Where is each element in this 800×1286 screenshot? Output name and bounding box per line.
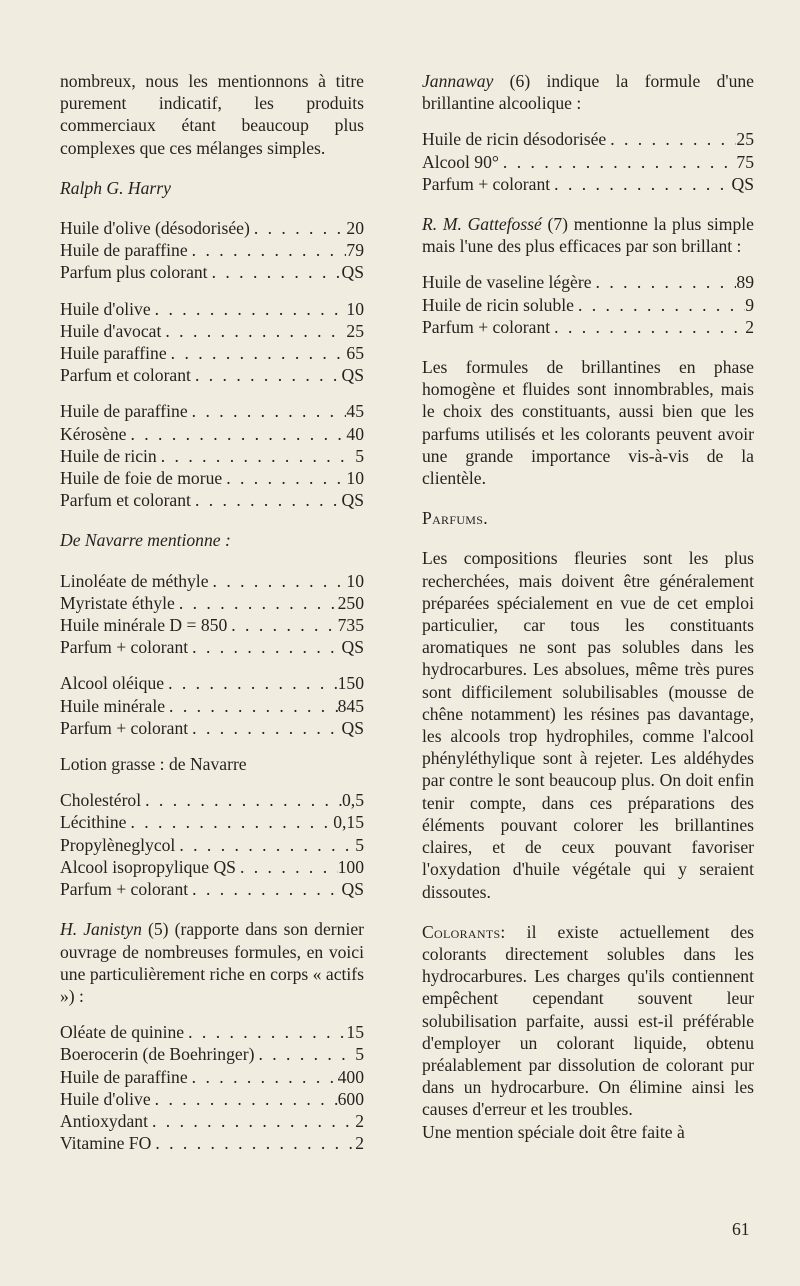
ingredient-name: Huile de paraffine (60, 240, 188, 261)
page-number: 61 (732, 1219, 750, 1239)
harry-heading: Ralph G. Harry (60, 177, 171, 198)
janistyn-text: (5) (rapporte dans son dernier ouvrage de nombreuses formules, en voici une particulièrement riche en corps « actifs ») : (60, 919, 364, 1006)
ingredient-row (60, 400, 364, 422)
ingredient-quantity: 65 (346, 343, 364, 364)
ingredient-name: Antioxydant (60, 1110, 148, 1131)
ingredient-row (60, 636, 364, 658)
dot-leader (184, 1021, 346, 1043)
ingredient-name: Oléate de quinine (60, 1022, 185, 1043)
ingredient-row (60, 445, 364, 467)
ingredient-name: Parfum + colorant (60, 717, 189, 738)
ingredient-name: Kérosène (60, 423, 127, 444)
ingredient-quantity: 15 (346, 1022, 364, 1043)
ingredient-row (60, 878, 364, 900)
ingredient-name: Parfum et colorant (60, 365, 191, 386)
formules-paragraph: Les formules de brillantines en phase homogène et fluides sont innombrables, mais le choix des constituants, aussi bien que les parfums utilisés et les colorants peuvent avoir une grande importance vis-à-vis de la clientèle. (422, 357, 754, 489)
ingredient-quantity: 5 (355, 834, 364, 855)
ingredient-quantity: 25 (736, 129, 754, 150)
ingredient-quantity: 10 (346, 468, 364, 489)
ingredient-row (60, 364, 364, 386)
dot-leader (254, 1043, 355, 1065)
dot-leader (126, 423, 346, 445)
ingredient-name: Parfum + colorant (422, 316, 551, 337)
ingredient-name: Huile d'olive (désodorisée) (60, 218, 250, 239)
ingredient-name: Parfum + colorant (60, 879, 189, 900)
ingredient-name: Linoléate de méthyle (60, 570, 209, 591)
ingredient-row (422, 128, 754, 150)
dot-leader (188, 400, 347, 422)
ingredient-row (60, 570, 364, 592)
ingredient-name: Vitamine FO (60, 1133, 152, 1154)
harry-formula-1 (60, 217, 364, 284)
dot-leader (188, 717, 341, 739)
ingredient-row (60, 811, 364, 833)
harry-formula-2 (60, 298, 364, 387)
ingredient-name: Huile minérale D = 850 (60, 615, 228, 636)
dot-leader (175, 834, 355, 856)
ingredient-name: Parfum et colorant (60, 490, 191, 511)
dot-leader (227, 614, 337, 636)
dot-leader (188, 239, 347, 261)
dot-leader (499, 151, 736, 173)
janistyn-author: H. Janistyn (60, 919, 142, 940)
navarre-formula-1 (60, 570, 364, 659)
ingredient-quantity: 45 (346, 401, 364, 422)
ingredient-name: Alcool 90° (422, 151, 499, 172)
ingredient-name: Huile de paraffine (60, 401, 188, 422)
ingredient-quantity: QS (731, 173, 754, 194)
ingredient-quantity: 79 (346, 240, 364, 261)
ingredient-quantity: 9 (745, 294, 754, 315)
ingredient-name: Huile de paraffine (60, 1066, 188, 1087)
dot-leader (222, 467, 346, 489)
ingredient-name: Huile paraffine (60, 343, 167, 364)
gattefosse-paragraph (422, 213, 754, 257)
ingredient-row (60, 695, 364, 717)
ingredient-quantity: 20 (346, 218, 364, 239)
ingredient-quantity: 735 (337, 615, 364, 636)
ingredient-name: Lécithine (60, 812, 127, 833)
ingredient-row (60, 467, 364, 489)
dot-leader (175, 592, 338, 614)
dot-leader (157, 445, 355, 467)
ingredient-name: Parfum + colorant (60, 637, 189, 658)
ingredient-quantity: 75 (736, 151, 754, 172)
ingredient-quantity: 5 (355, 1044, 364, 1065)
ingredient-row (60, 320, 364, 342)
navarre-heading: De Navarre mentionne : (60, 530, 231, 551)
parfums-paragraph: Les compositions fleuries sont les plus recherchées, mais doivent être généralement préparées spécialement en vue de cet emploi particulier, car tous les constituants aromatiques ne sont pas solubles dans les hydrocarbures. Les absolues, même très pures sont difficilement solubilisables (mousse de chêne notamment) les résines pas davantage, les alcools trop hydrophiles, comme l'alcool phényléthylique sont à rejeter. Les aldéhydes par contre le sont beaucoup plus. On doit enfin tenir compte, dans ces préparations des éléments pouvant colorer les brillantines claires, et de ceux pouvant favoriser l'oxydation d'huile végétale qui y seraient dissoutes. (422, 548, 754, 902)
navarre-formula-2 (60, 672, 364, 739)
ingredient-quantity: 400 (337, 1066, 364, 1087)
ingredient-row (60, 489, 364, 511)
colorants-heading: Colorants: (422, 921, 506, 942)
dot-leader (151, 1088, 338, 1110)
ingredient-name: Huile de ricin soluble (422, 294, 574, 315)
ingredient-row (60, 1132, 364, 1154)
intro-paragraph: nombreux, nous les mentionnons à titre purement indicatif, les produits commerciaux étant beaucoup plus complexes que ces mélanges simples. (60, 71, 364, 158)
dot-leader (165, 695, 338, 717)
ingredient-row (60, 298, 364, 320)
ingredient-row (60, 789, 364, 811)
dot-leader (126, 811, 333, 833)
ingredient-name: Huile de vaseline légère (422, 272, 592, 293)
jannaway-text: (6) indique la formule d'une brillantine alcoolique : (422, 71, 754, 114)
dot-leader (209, 570, 347, 592)
dot-leader (167, 342, 347, 364)
ingredient-row (60, 856, 364, 878)
ingredient-quantity: 10 (346, 298, 364, 319)
ingredient-row (60, 717, 364, 739)
ingredient-name: Propylèneglycol (60, 834, 176, 855)
dot-leader (191, 364, 342, 386)
ingredient-quantity: QS (341, 717, 364, 738)
ingredient-quantity: 2 (745, 316, 754, 337)
dot-leader (606, 128, 736, 150)
ingredient-quantity: 25 (346, 320, 364, 341)
janistyn-formula (60, 1021, 364, 1154)
ingredient-name: Cholestérol (60, 790, 142, 811)
ingredient-quantity: 150 (337, 673, 364, 694)
ingredient-name: Huile minérale (60, 695, 166, 716)
ingredient-row (60, 1043, 364, 1065)
colorants-text: il existe actuellement des colorants directement solubles dans les hydrocarbures. Les charges qu'ils contiennent empêchent cependant souvent leur solubilisation parfaite, aussi est-il préférable d'employer un colorant liquide, obtenu préalablement par dissolution de colorant pur dans un hydrocarbure. On élimine ainsi les causes d'erreur et les troubles. (422, 921, 754, 1120)
ingredient-row (60, 592, 364, 614)
colorants-paragraph (422, 921, 754, 1121)
ingredient-row (422, 173, 754, 195)
last-line: Une mention spéciale doit être faite à (422, 1121, 685, 1142)
ingredient-row (60, 342, 364, 364)
janistyn-paragraph (60, 918, 364, 1007)
ingredient-name: Parfum plus colorant (60, 262, 208, 283)
dot-leader (592, 271, 737, 293)
dot-leader (550, 173, 731, 195)
ingredient-name: Boerocerin (de Boehringer) (60, 1044, 255, 1065)
lotion-formula (60, 789, 364, 900)
ingredient-row (60, 239, 364, 261)
ingredient-row (422, 151, 754, 173)
ingredient-name: Huile de foie de morue (60, 468, 223, 489)
ingredient-row (60, 423, 364, 445)
ingredient-row (60, 672, 364, 694)
dot-leader (151, 298, 347, 320)
ingredient-row (60, 614, 364, 636)
ingredient-row (60, 1021, 364, 1043)
ingredient-row (422, 294, 754, 316)
ingredient-quantity: 0,5 (342, 790, 364, 811)
ingredient-row (60, 261, 364, 283)
dot-leader (250, 217, 347, 239)
dot-leader (141, 789, 342, 811)
ingredient-quantity: QS (341, 637, 364, 658)
dot-leader (574, 294, 745, 316)
left-column (60, 70, 364, 1154)
dot-leader (151, 1132, 355, 1154)
dot-leader (188, 1066, 338, 1088)
dot-leader (550, 316, 745, 338)
ingredient-quantity: 600 (337, 1088, 364, 1109)
dot-leader (161, 320, 346, 342)
ingredient-name: Huile de ricin désodorisée (422, 129, 607, 150)
ingredient-row (60, 1066, 364, 1088)
gattefosse-author: R. M. Gattefossé (422, 214, 542, 235)
ingredient-quantity: QS (341, 879, 364, 900)
right-column (422, 70, 754, 1143)
dot-leader (188, 878, 341, 900)
ingredient-quantity: QS (341, 490, 364, 511)
lotion-heading: Lotion grasse : de Navarre (60, 754, 247, 775)
ingredient-quantity: 40 (346, 423, 364, 444)
ingredient-name: Alcool isopropylique QS (60, 856, 236, 877)
dot-leader (188, 636, 341, 658)
ingredient-row (60, 1110, 364, 1132)
dot-leader (236, 856, 338, 878)
ingredient-quantity: 100 (337, 856, 364, 877)
ingredient-quantity: 10 (346, 570, 364, 591)
ingredient-row (60, 1088, 364, 1110)
ingredient-quantity: QS (341, 262, 364, 283)
gattefosse-formula (422, 271, 754, 338)
ingredient-row (60, 217, 364, 239)
ingredient-name: Alcool oléique (60, 673, 165, 694)
ingredient-quantity: QS (341, 365, 364, 386)
gattefosse-text: (7) mentionne la plus simple mais l'une des plus efficaces par son brillant : (422, 214, 754, 257)
ingredient-quantity: 845 (337, 695, 364, 716)
ingredient-quantity: 2 (355, 1110, 364, 1131)
jannaway-paragraph (422, 70, 754, 114)
parfums-heading: Parfums. (422, 508, 488, 529)
ingredient-name: Huile d'olive (60, 1088, 151, 1109)
ingredient-name: Parfum + colorant (422, 173, 551, 194)
ingredient-row (60, 834, 364, 856)
ingredient-name: Myristate éthyle (60, 592, 175, 613)
ingredient-row (422, 316, 754, 338)
ingredient-name: Huile d'avocat (60, 320, 162, 341)
harry-formula-3 (60, 400, 364, 511)
ingredient-quantity: 89 (736, 272, 754, 293)
ingredient-quantity: 0,15 (333, 812, 364, 833)
ingredient-name: Huile d'olive (60, 298, 151, 319)
dot-leader (191, 489, 342, 511)
ingredient-name: Huile de ricin (60, 445, 157, 466)
jannaway-author: Jannaway (422, 71, 494, 91)
jannaway-formula (422, 128, 754, 195)
ingredient-quantity: 5 (355, 445, 364, 466)
dot-leader (164, 672, 338, 694)
ingredient-quantity: 2 (355, 1133, 364, 1154)
dot-leader (148, 1110, 355, 1132)
ingredient-quantity: 250 (337, 592, 364, 613)
ingredient-row (422, 271, 754, 293)
dot-leader (208, 261, 342, 283)
